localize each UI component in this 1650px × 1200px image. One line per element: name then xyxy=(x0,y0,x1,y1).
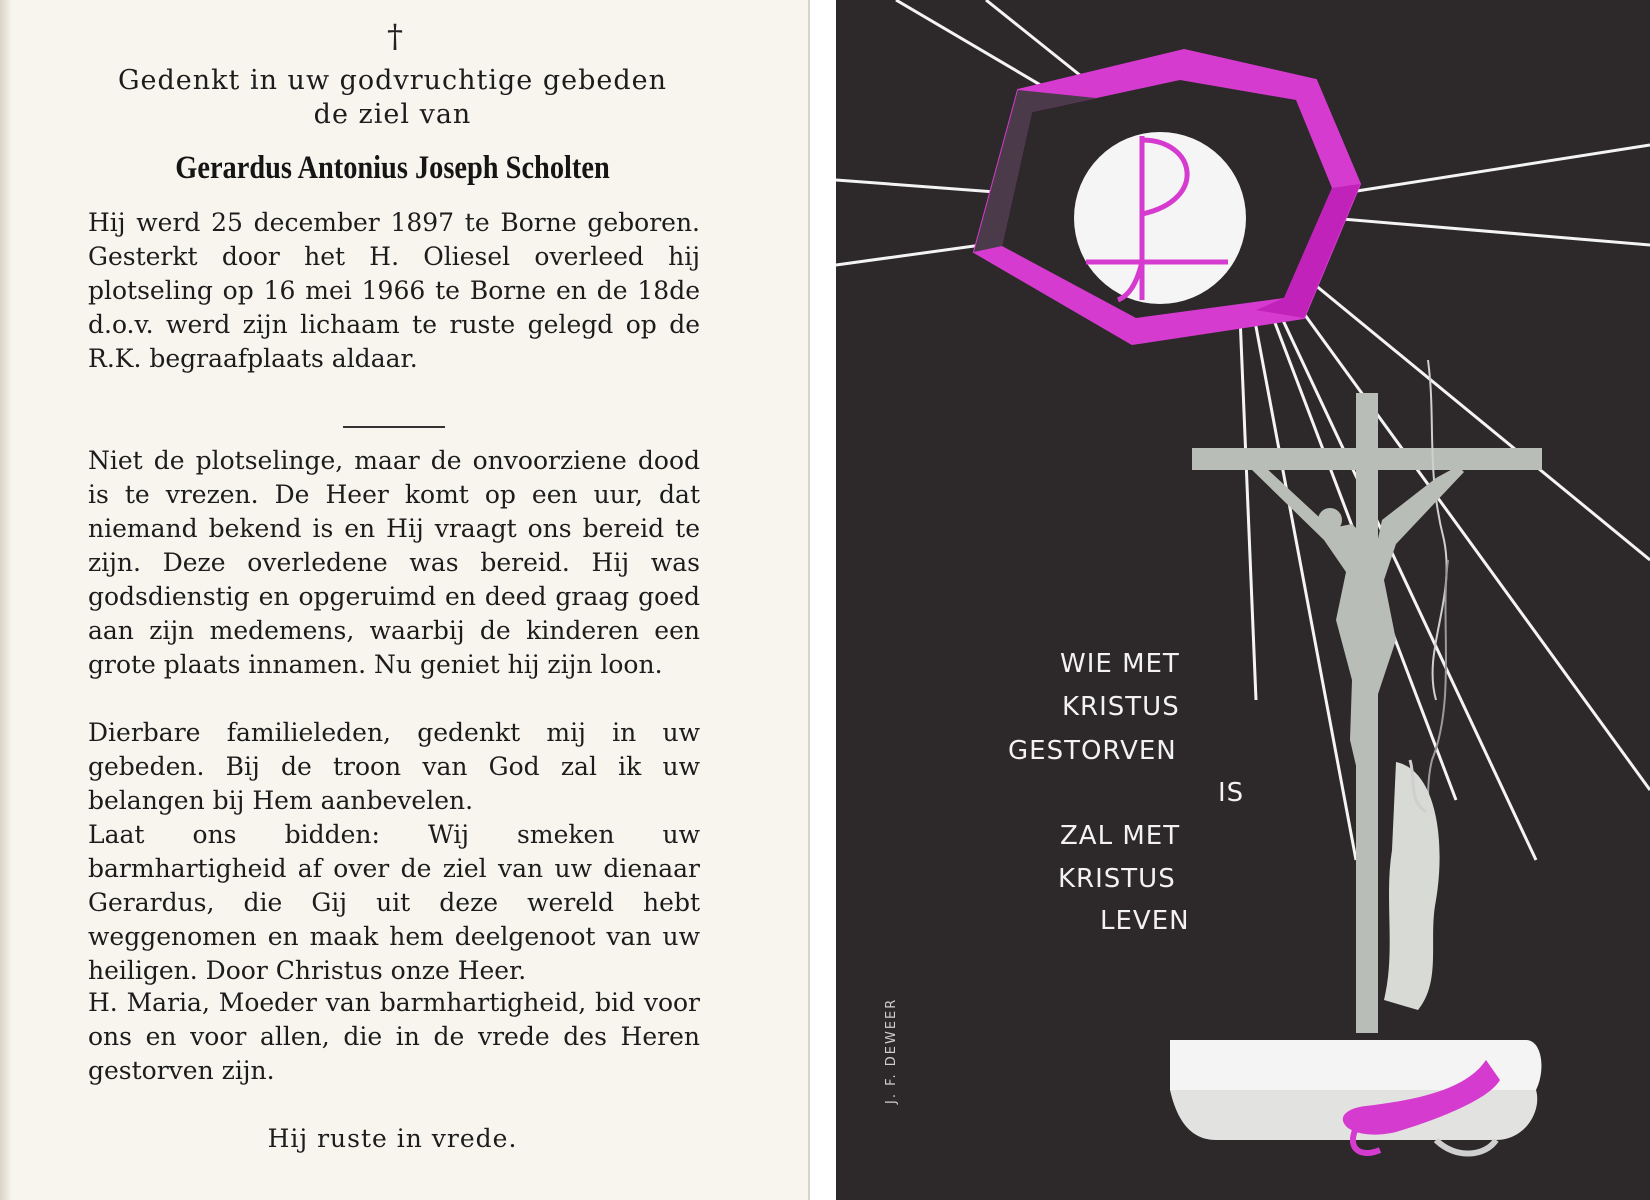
verse-line-5: ZAL MET xyxy=(1060,821,1181,851)
deceased-name: Gerardus Antonius Joseph Scholten xyxy=(175,150,610,186)
crucifix-illustration xyxy=(836,0,1650,1200)
drape xyxy=(1384,760,1440,1010)
verse-line-2: KRISTUS xyxy=(1062,692,1180,722)
right-page xyxy=(836,0,1650,1200)
intro-line-2: de ziel van xyxy=(313,99,472,130)
artist-credit: J. F. DEWEER xyxy=(884,997,899,1104)
verse-line-3: GESTORVEN xyxy=(1008,736,1177,766)
verse-line-6: KRISTUS xyxy=(1058,864,1176,894)
left-page xyxy=(0,0,810,1200)
scroll-book xyxy=(1170,1040,1541,1154)
closing-line: Hij ruste in vrede. xyxy=(267,1124,518,1153)
verse-line-4: IS xyxy=(1218,778,1245,808)
mary-paragraph: H. Maria, Moeder van barmhartigheid, bid voor ons en voor allen, die in de vrede des Heren gestorven zijn. xyxy=(88,988,700,1085)
dagger-cross-icon: † xyxy=(387,17,403,55)
bio-paragraph: Hij werd 25 december 1897 te Borne geboren. Gesterkt door het H. Oliesel overleed hij plotseling op 16 mei 1966 te Borne en de 18de d.o.v. werd zijn lichaam te ruste gelegd op de R.K. begraafplaats aldaar. xyxy=(88,208,700,373)
meditation-paragraph: Niet de plotselinge, maar de onvoorziene dood is te vrezen. De Heer komt op een uur, dat niemand bekend is en Hij vraagt ons bereid te zijn. Deze overledene was bereid. Hij was godsdienstig en opgeruimd en deed graag goed aan zijn medemens, waarbij de kinderen een grote plaats innamen. Nu geniet hij zijn loon. xyxy=(88,446,700,679)
sun-disc xyxy=(1074,132,1246,304)
verse-line-1: WIE MET xyxy=(1060,649,1180,679)
divider-line xyxy=(343,426,445,428)
prayer-paragraph: Laat ons bidden: Wij smeken uw barmhartigheid af over de ziel van uw dienaar Gerardus, die Gij uit deze wereld hebt weggenomen en maak hem deelgenoot van uw heiligen. Door Christus onze Heer. xyxy=(88,820,700,985)
request-paragraph: Dierbare familieleden, gedenkt mij in uw gebeden. Bij de troon van God zal ik uw belangen bij Hem aanbevelen. xyxy=(88,718,700,815)
verse-line-7: LEVEN xyxy=(1100,906,1190,936)
page-binding-shadow xyxy=(0,0,12,1200)
intro-text xyxy=(80,64,705,132)
intro-line-1: Gedenkt in uw godvruchtige gebeden xyxy=(117,65,668,96)
